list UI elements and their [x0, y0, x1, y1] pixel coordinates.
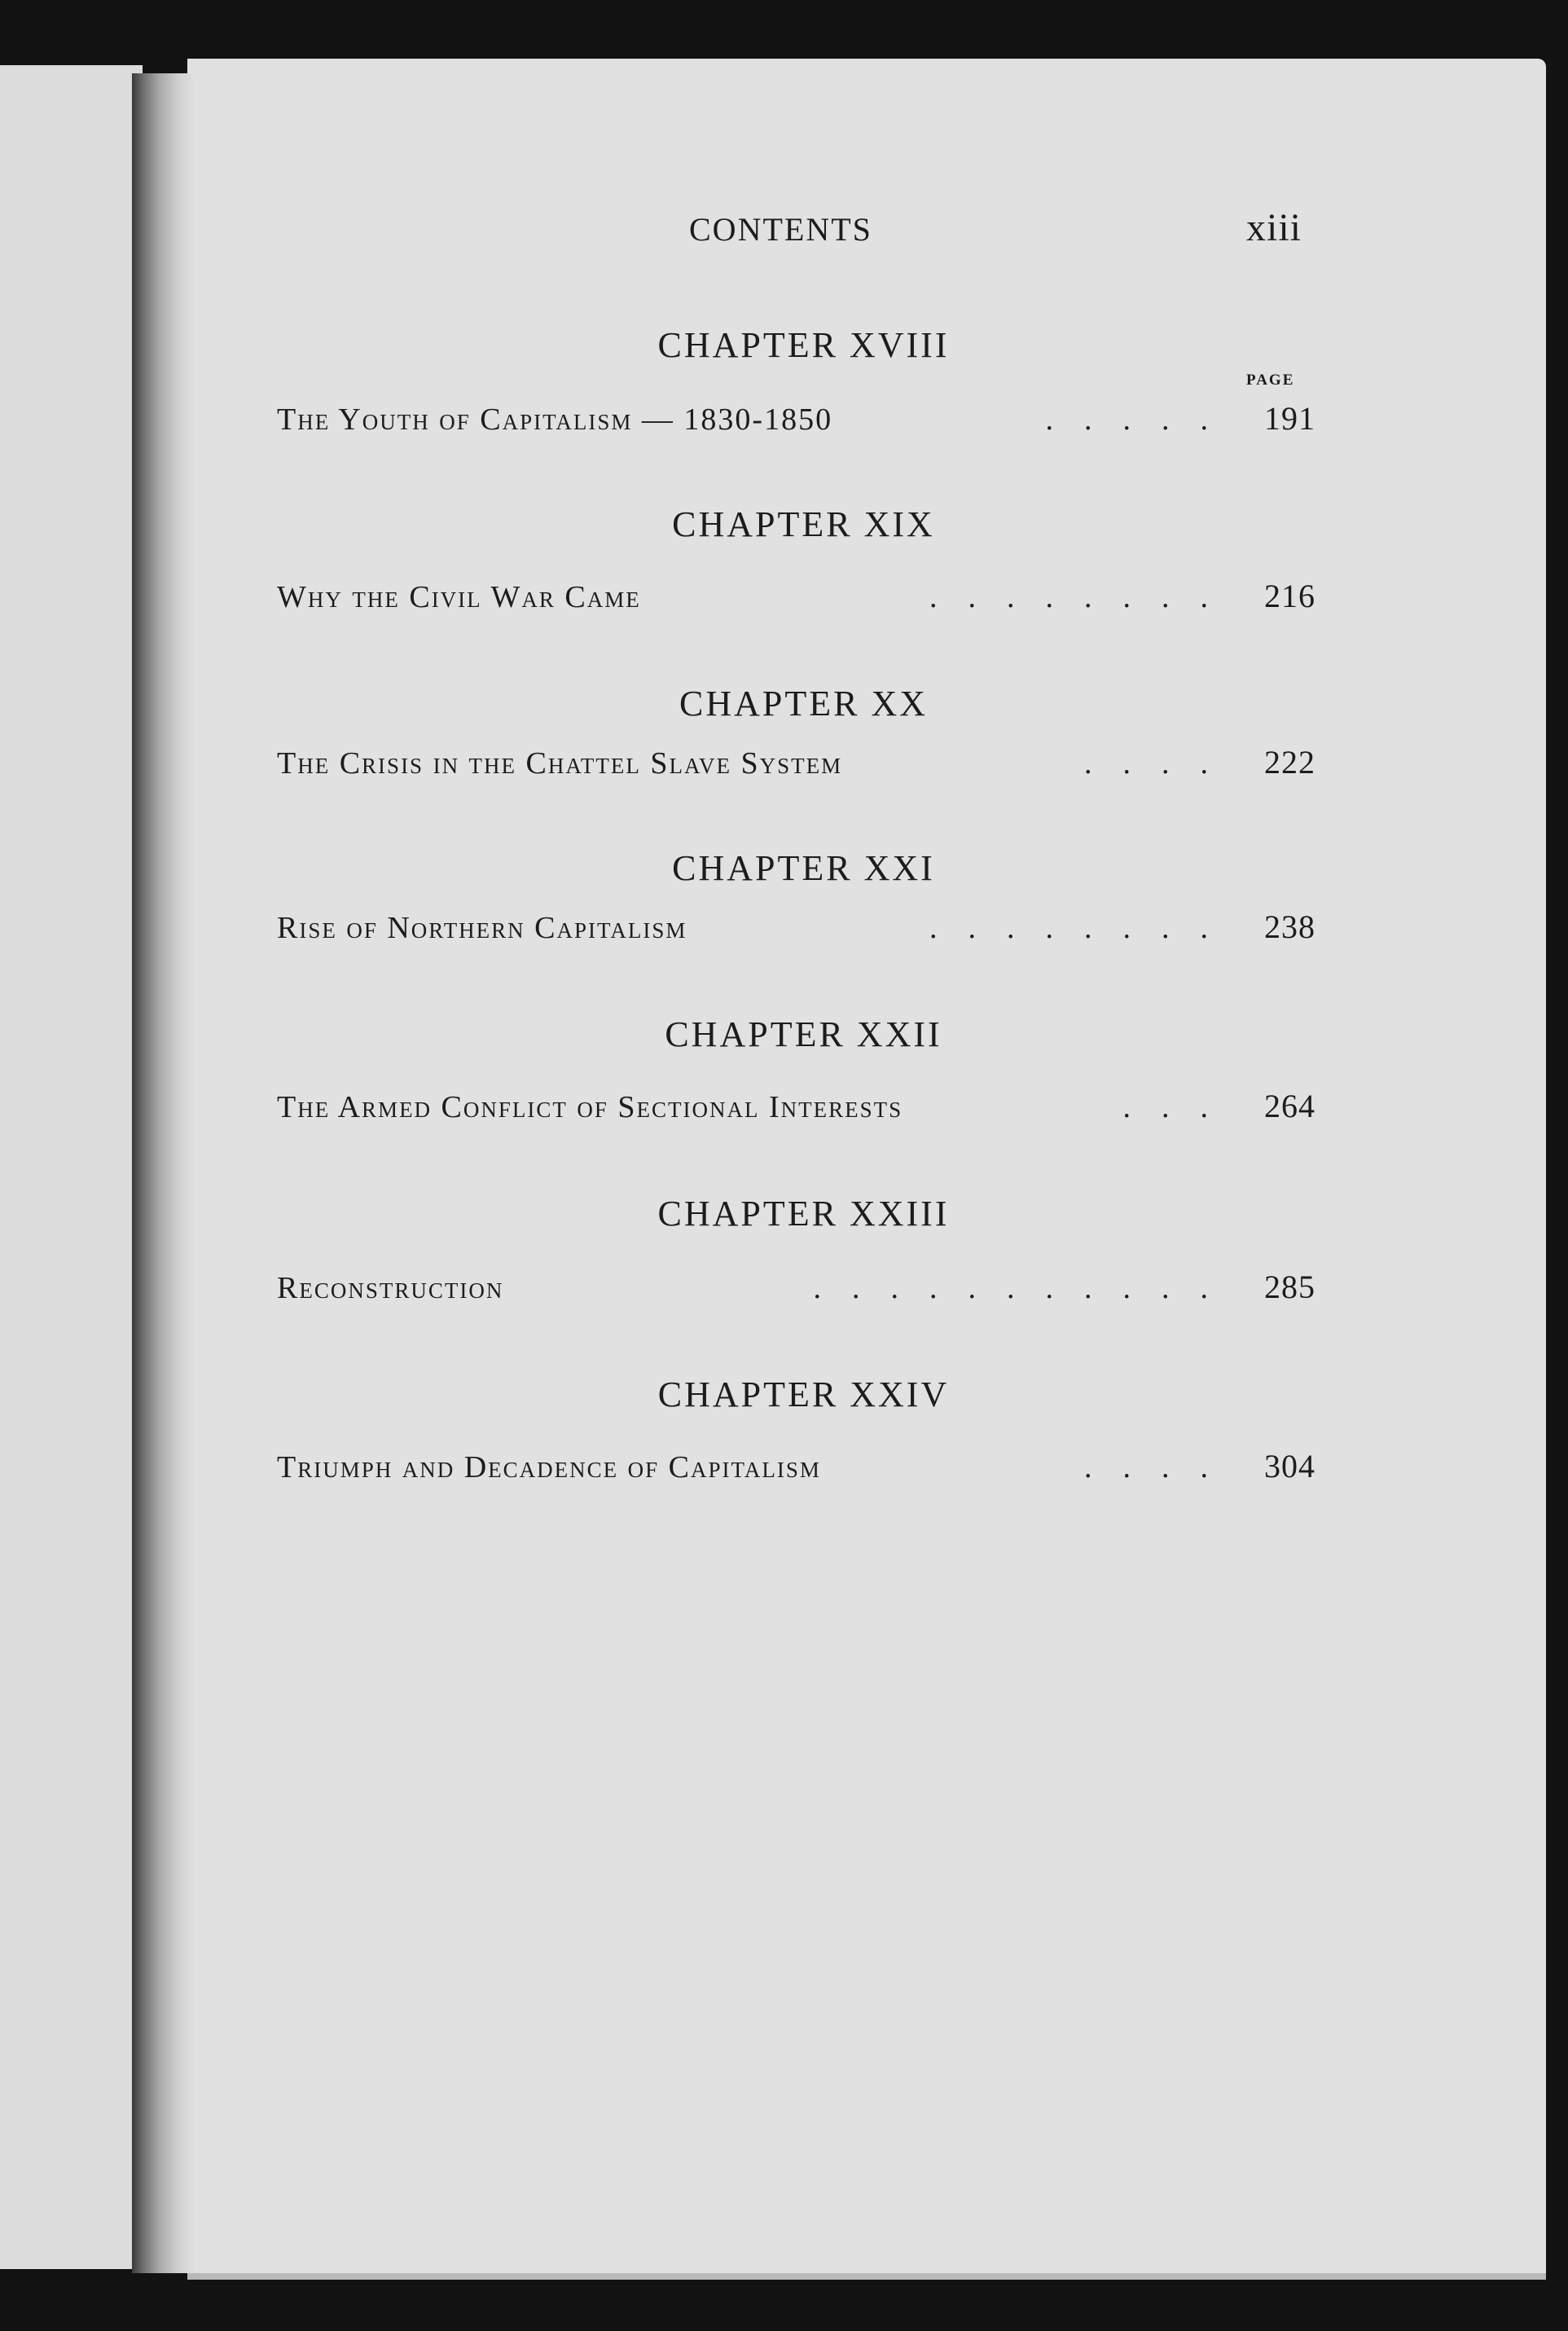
toc-entry[interactable] [277, 743, 1315, 789]
page-number: xiii [1246, 206, 1302, 249]
chapter-heading: CHAPTER XIX [672, 504, 935, 544]
toc-entry[interactable] [277, 908, 1315, 953]
toc-entry-page: 304 [1264, 1448, 1315, 1484]
toc-entry-title: Why the Civil War Came [277, 580, 641, 614]
toc-entry-title: Reconstruction [277, 1271, 504, 1305]
toc-entry-title: Triumph and Decadence of Capitalism [277, 1450, 821, 1484]
book-gutter-shadow [132, 73, 193, 2273]
toc-entry-page: 264 [1264, 1088, 1315, 1124]
toc-entry[interactable] [277, 1268, 1315, 1313]
dot-leader: ........... [813, 1271, 1239, 1305]
toc-entry-title: Rise of Northern Capitalism [277, 911, 687, 945]
book-page [187, 59, 1546, 2275]
toc-entry-page: 216 [1264, 578, 1315, 614]
dot-leader: .... [1084, 1450, 1239, 1484]
toc-entry-page: 222 [1264, 744, 1315, 781]
chapter-heading: CHAPTER XXIV [657, 1374, 950, 1414]
toc-entry-title: The Crisis in the Chattel Slave System [277, 746, 843, 781]
page-column-label: PAGE [1246, 372, 1295, 389]
dot-leader: ........ [929, 911, 1239, 945]
toc-entry[interactable] [277, 577, 1315, 622]
dot-leader: ..... [1045, 402, 1239, 437]
toc-entry[interactable] [277, 1087, 1315, 1133]
dot-leader: ... [1122, 1090, 1239, 1124]
toc-entry[interactable] [277, 1447, 1315, 1493]
toc-entry-title: The Youth of Capitalism — 1830-1850 [277, 402, 833, 437]
chapter-heading: CHAPTER XVIII [657, 325, 950, 365]
toc-entry-page: 238 [1264, 908, 1315, 945]
toc-entry-title: The Armed Conflict of Sectional Interests [277, 1090, 903, 1124]
running-head [0, 206, 1568, 251]
dot-leader: ........ [929, 580, 1239, 614]
toc-entry-page: 191 [1264, 400, 1315, 437]
page-title: CONTENTS [689, 211, 872, 248]
toc-entry-page: 285 [1264, 1269, 1315, 1305]
page-bottom-edge [187, 2273, 1546, 2280]
chapter-heading: CHAPTER XX [679, 684, 929, 723]
chapter-heading: CHAPTER XXIII [657, 1194, 950, 1234]
facing-page-edge [0, 65, 143, 2269]
toc-entry[interactable] [277, 399, 1315, 445]
chapter-heading: CHAPTER XXII [665, 1014, 942, 1054]
chapter-heading: CHAPTER XXI [672, 848, 935, 888]
dot-leader: .... [1084, 746, 1239, 781]
